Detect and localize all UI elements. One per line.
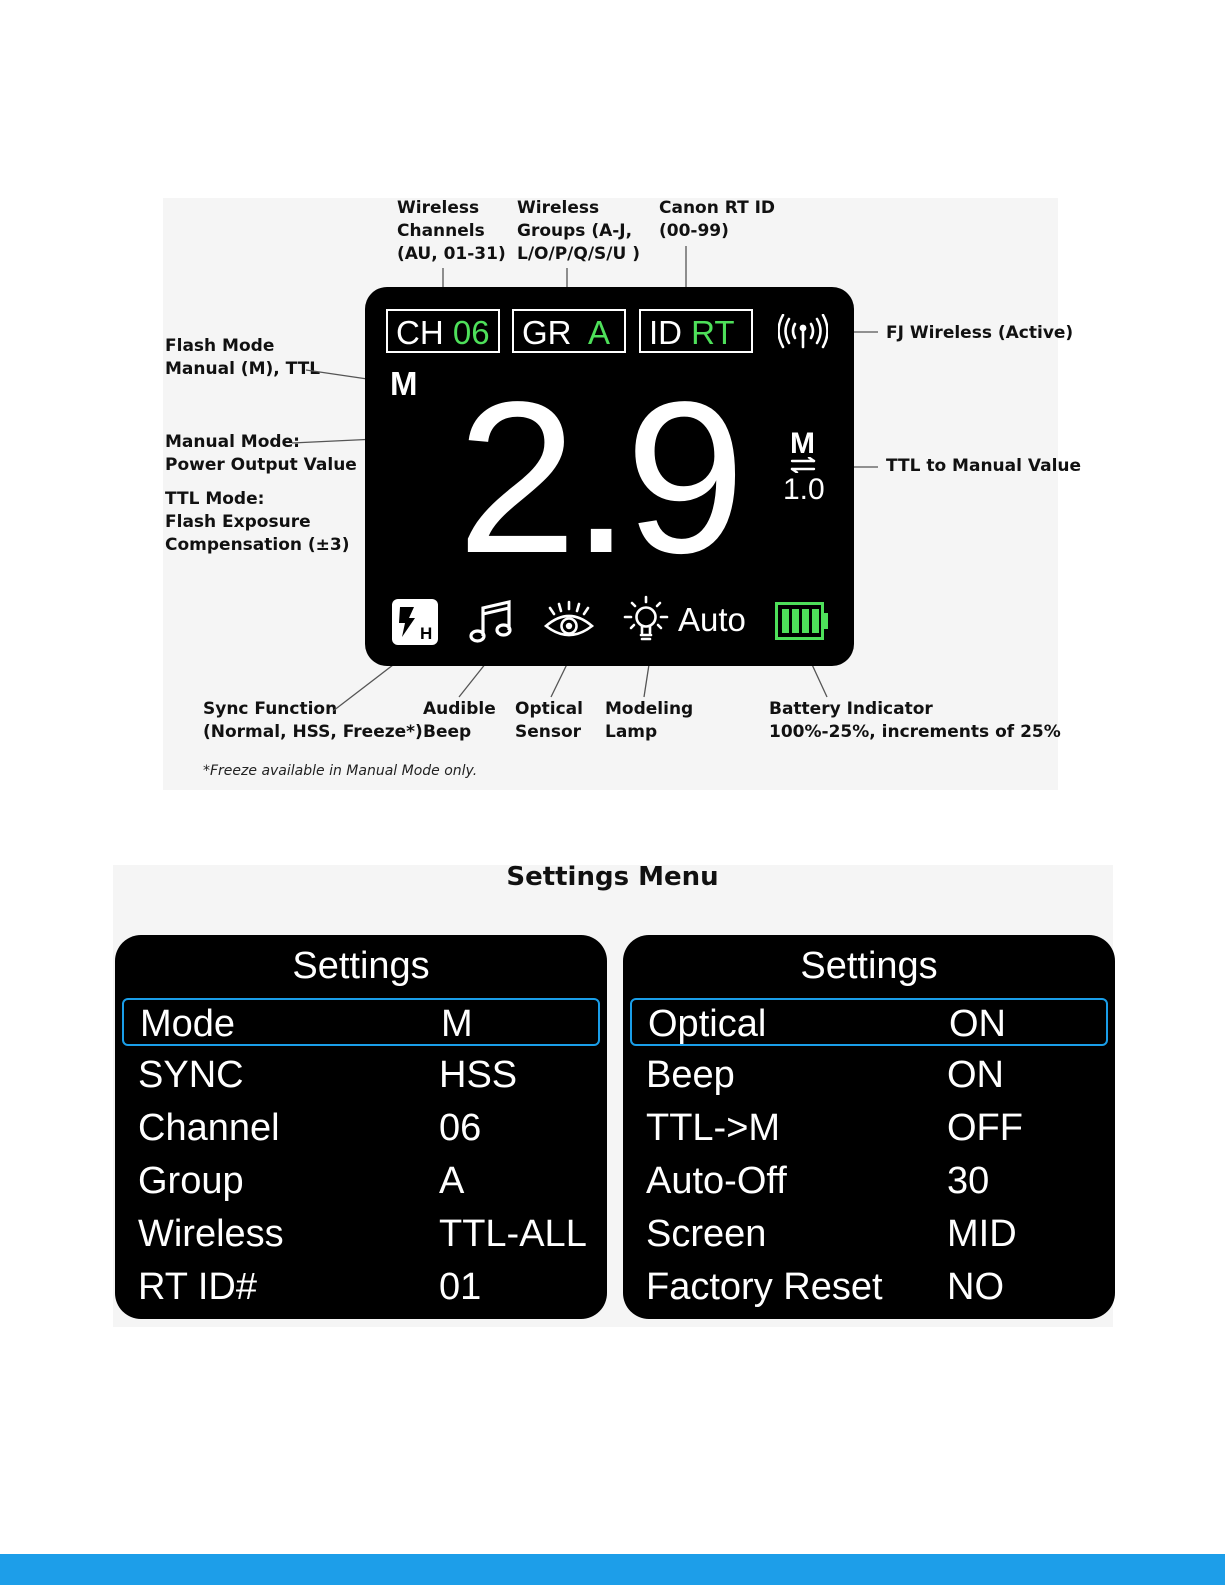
setting-value: ON: [949, 1003, 1006, 1045]
settings-title: Settings: [800, 945, 938, 987]
callout-sync-function: Sync Function (Normal, HSS, Freeze*): [203, 699, 423, 742]
settings-title: Settings: [292, 945, 430, 987]
callout-battery-indicator: Battery Indicator 100%-25%, increments of 25%: [769, 699, 1061, 742]
callout-canon-rt-id: Canon RT ID (00-99): [659, 198, 776, 241]
channel-box: CH 06: [386, 309, 500, 353]
callout-ttl-to-manual: TTL to Manual Value: [886, 456, 1082, 476]
battery-icon: [775, 602, 829, 640]
lightbulb-icon: [623, 595, 669, 645]
footer-bar: [0, 1554, 1225, 1585]
setting-key: Group: [138, 1160, 244, 1202]
svg-text:H: H: [420, 624, 433, 643]
flash-lcd-screen: [365, 287, 854, 666]
settings-row-wireless[interactable]: [122, 1210, 600, 1258]
ttl-manual-value: 1.0: [783, 473, 825, 506]
setting-value: 06: [439, 1107, 482, 1149]
settings-row-sync[interactable]: [122, 1051, 600, 1099]
settings-row-auto-off[interactable]: [630, 1157, 1108, 1205]
settings-row-mode[interactable]: [122, 998, 600, 1046]
callout-power-output: Manual Mode: Power Output Value: [165, 432, 357, 475]
callout-ttl-compensation: TTL Mode: Flash Exposure Compensation (±3): [165, 489, 350, 555]
modeling-lamp-value: Auto: [678, 601, 746, 638]
setting-value: NO: [947, 1266, 1004, 1308]
setting-key: Channel: [138, 1107, 280, 1149]
setting-value: MID: [947, 1213, 1017, 1255]
setting-key: Screen: [646, 1213, 767, 1255]
setting-key: Mode: [140, 1003, 236, 1045]
settings-row-ttl-m[interactable]: [630, 1104, 1108, 1152]
setting-key: Factory Reset: [646, 1266, 883, 1308]
settings-menu-heading: Settings Menu: [506, 862, 719, 892]
setting-value: 30: [947, 1160, 990, 1202]
freeze-footnote: *Freeze available in Manual Mode only.: [203, 763, 478, 779]
settings-row-group[interactable]: [122, 1157, 600, 1205]
settings-menu-page-2: [623, 935, 1115, 1319]
setting-key: SYNC: [138, 1054, 244, 1096]
setting-key: RT ID#: [138, 1266, 257, 1308]
setting-value: OFF: [947, 1107, 1023, 1149]
settings-row-factory-reset[interactable]: [630, 1263, 1108, 1311]
setting-key: Optical: [648, 1003, 767, 1045]
setting-value: M: [441, 1003, 473, 1045]
callout-wireless-channels: Wireless Channels (AU, 01-31): [397, 198, 506, 264]
settings-row-channel[interactable]: [122, 1104, 600, 1152]
setting-value: ON: [947, 1054, 1004, 1096]
setting-key: Auto-Off: [646, 1160, 787, 1202]
callout-modeling-lamp: Modeling Lamp: [605, 699, 694, 742]
setting-value: A: [439, 1160, 465, 1202]
ttl-manual-mode-indicator: M: [790, 427, 815, 460]
settings-row-beep[interactable]: [630, 1051, 1108, 1099]
setting-value: TTL-ALL: [439, 1213, 587, 1255]
setting-value: HSS: [439, 1054, 518, 1096]
rt-id-box: ID RT: [639, 309, 753, 353]
sync-hss-icon: [392, 599, 438, 645]
callout-fj-wireless: FJ Wireless (Active): [886, 323, 1074, 343]
callout-flash-mode: Flash Mode Manual (M), TTL: [165, 336, 321, 379]
wireless-signal-icon: [778, 314, 828, 350]
power-output-value: 2.9: [457, 356, 740, 598]
callout-audible-beep: Audible Beep: [423, 699, 496, 742]
setting-key: TTL->M: [646, 1107, 781, 1149]
callout-optical-sensor: Optical Sensor: [515, 699, 583, 742]
setting-key: Beep: [646, 1054, 735, 1096]
group-box: GR A: [512, 309, 626, 353]
swap-arrows-icon: [789, 457, 817, 473]
callout-wireless-groups: Wireless Groups (A-J, L/O/P/Q/S/U ): [517, 198, 640, 264]
settings-row-screen[interactable]: [630, 1210, 1108, 1258]
settings-row-rt-id[interactable]: [122, 1263, 600, 1311]
music-note-icon: [469, 600, 515, 644]
settings-row-optical[interactable]: [630, 998, 1108, 1046]
settings-menu-page-1: [115, 935, 607, 1319]
setting-key: Wireless: [138, 1213, 284, 1255]
setting-value: 01: [439, 1266, 482, 1308]
flash-mode-indicator: M: [390, 365, 418, 402]
eye-icon: [543, 600, 595, 642]
